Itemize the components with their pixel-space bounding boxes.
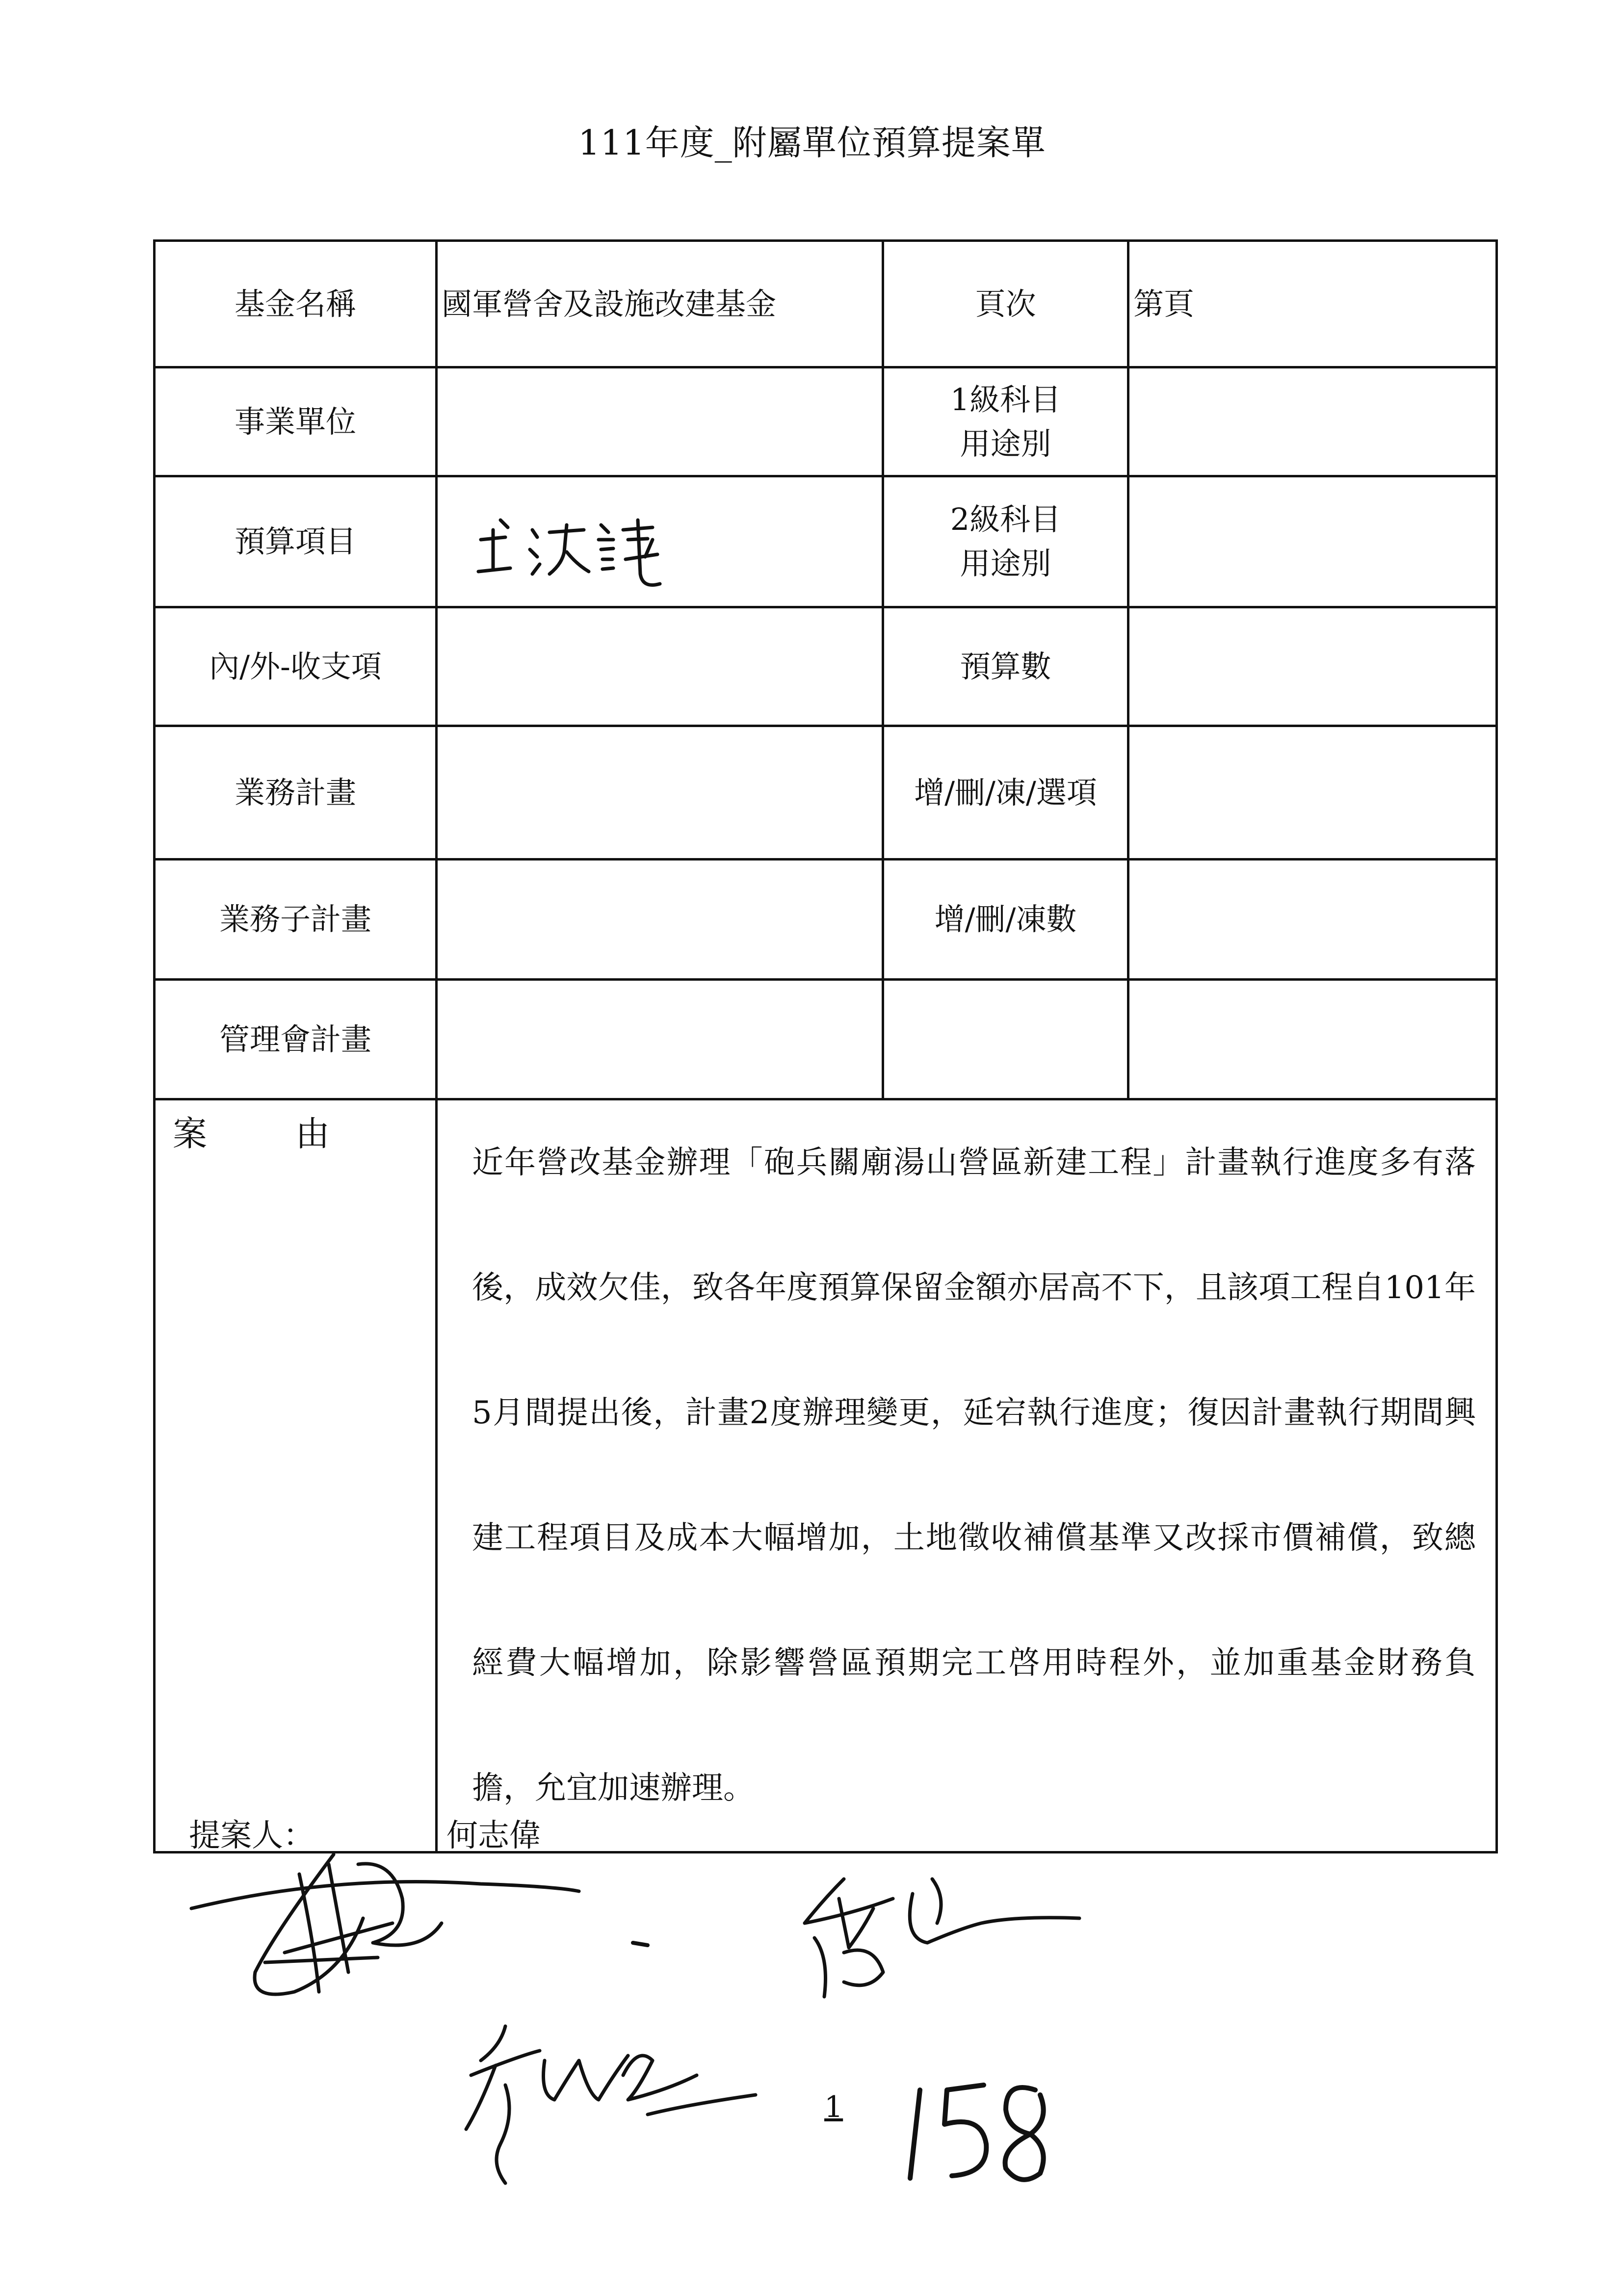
fund-name-value: 國軍營舍及設施改建基金 — [437, 241, 883, 367]
budget-item-handwriting — [471, 510, 667, 608]
budget-item-label: 預算項目 — [155, 476, 437, 607]
unit-label: 事業單位 — [155, 367, 437, 476]
business-subplan-label: 業務子計畫 — [155, 860, 437, 980]
proposal-form-table — [153, 239, 1498, 1853]
page-value: 第頁 — [1128, 241, 1497, 367]
budget-item-handwriting-strokes — [478, 520, 660, 585]
form-title: 111年度_附屬單位預算提案單 — [578, 123, 1046, 163]
handwritten-page-number — [898, 2070, 1060, 2198]
row-inout — [155, 607, 1497, 726]
row-business-subplan — [155, 860, 1497, 980]
proposer-label: 提案人： — [189, 1818, 314, 1854]
adjust-option-value — [1128, 726, 1497, 860]
row-mgmt-plan — [155, 980, 1497, 1099]
inout-label: 內/外-收支項 — [155, 607, 437, 726]
page-label: 頁次 — [883, 241, 1128, 367]
fund-name-label: 基金名稱 — [155, 241, 437, 367]
reason-text: 近年營改基金辦理「砲兵關廟湯山營區新建工程」計畫執行進度多有落後，成效欠佳，致各年度預算保留金額亦居高不下，且該項工程自101年5月間提出後，計畫2度辦理變更，延宕執行進度；復因計畫執行期間興建工程項目及成本大幅增加，土地徵收補償基準又改採市價補償，致總經費大幅增加，除影響營區預期完工啓用時程外，並加重基金財務負擔，允宜加速辦理。 — [437, 1099, 1497, 1852]
row-fund-name — [155, 241, 1497, 367]
mgmt-plan-value — [437, 980, 883, 1099]
level2-value — [1128, 476, 1497, 607]
reason-label: 案由 — [155, 1099, 437, 1852]
level1-label-line2: 用途別 — [960, 425, 1051, 462]
signature-2 — [785, 1869, 1099, 2016]
signature-3 — [442, 2016, 785, 2193]
level2-label — [883, 476, 1128, 607]
adjust-amount-value — [1128, 860, 1497, 980]
level2-label-line2: 用途別 — [960, 546, 1051, 581]
row-reason — [155, 1099, 1497, 1852]
level2-label-line1: 2級科目 — [950, 501, 1061, 538]
inout-value — [437, 607, 883, 726]
page-number: 1 — [824, 2090, 843, 2124]
mgmt-plan-label: 管理會計畫 — [155, 980, 437, 1099]
signature-1 — [186, 1845, 800, 2031]
row-unit — [155, 367, 1497, 476]
budget-amount-label: 預算數 — [883, 607, 1128, 726]
business-plan-value — [437, 726, 883, 860]
business-plan-label: 業務計畫 — [155, 726, 437, 860]
unit-value — [437, 367, 883, 476]
mgmt-plan-blank — [883, 980, 1128, 1099]
level1-label-line1: 1級科目 — [950, 381, 1061, 417]
adjust-option-label: 增/刪/凍/選項 — [883, 726, 1128, 860]
row-business-plan — [155, 726, 1497, 860]
mgmt-plan-extra-value — [1128, 980, 1497, 1099]
row-budget-item — [155, 476, 1497, 607]
level1-label — [883, 367, 1128, 476]
adjust-amount-label: 增/刪/凍數 — [883, 860, 1128, 980]
business-subplan-value — [437, 860, 883, 980]
proposer-name: 何志偉 — [446, 1818, 541, 1854]
handwritten-page-number-strokes — [910, 2085, 1044, 2180]
budget-amount-value — [1128, 607, 1497, 726]
level1-value — [1128, 367, 1497, 476]
